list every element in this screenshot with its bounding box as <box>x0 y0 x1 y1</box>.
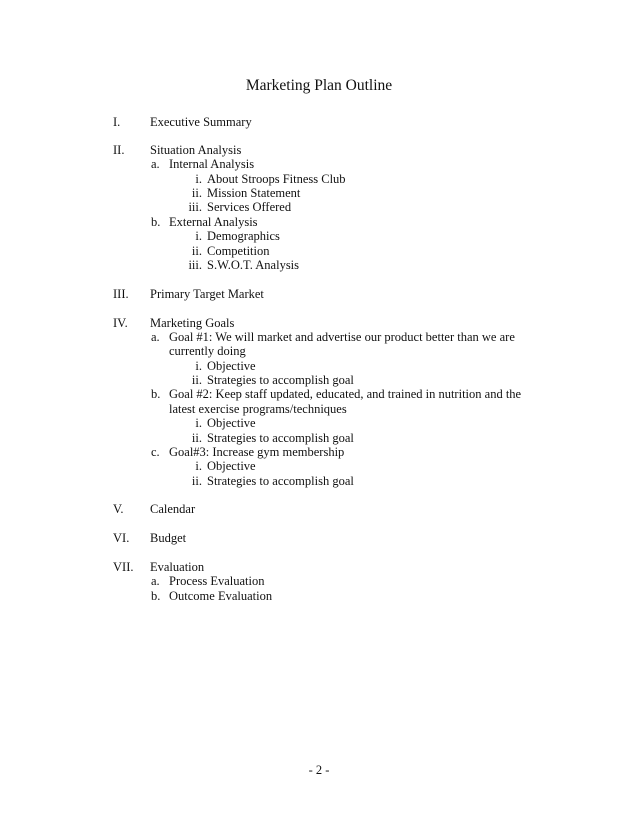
page-title: Marketing Plan Outline <box>245 77 393 94</box>
item-roman: i. <box>195 229 202 243</box>
item-roman: ii. <box>191 186 202 200</box>
item-label: Objective <box>207 359 256 373</box>
subsection-label: Goal #1: We will market and advertise our product better than we are <box>169 330 515 344</box>
section-label: Primary Target Market <box>150 287 264 301</box>
subsection-letter: c. <box>151 445 160 459</box>
subsection-label: Process Evaluation <box>169 574 265 588</box>
item-roman: i. <box>195 359 202 373</box>
page-number: - 2 - <box>308 763 330 777</box>
subsection-letter: a. <box>151 330 160 344</box>
subsection-label: Goal#3: Increase gym membership <box>169 445 345 459</box>
item-roman: iii. <box>188 200 202 214</box>
section-numeral: I. <box>113 115 121 129</box>
subsection-label: External Analysis <box>169 215 258 229</box>
subsection-letter: b. <box>151 589 161 603</box>
subsection-letter: a. <box>151 574 160 588</box>
item-roman: i. <box>195 416 202 430</box>
section-label: Marketing Goals <box>150 316 235 330</box>
subsection-letter: b. <box>151 215 161 229</box>
item-roman: iii. <box>188 258 202 272</box>
item-label: About Stroops Fitness Club <box>207 172 346 186</box>
item-roman: ii. <box>191 474 202 488</box>
item-label: Objective <box>207 459 256 473</box>
item-label: Mission Statement <box>207 186 301 200</box>
subsection-label: Outcome Evaluation <box>169 589 273 603</box>
section-numeral: VII. <box>113 560 134 574</box>
subsection-label-continued: latest exercise programs/techniques <box>169 402 347 416</box>
section-label: Evaluation <box>150 560 205 574</box>
subsection-label: Goal #2: Keep staff updated, educated, and trained in nutrition and the <box>169 387 522 401</box>
item-label: Services Offered <box>207 200 292 214</box>
item-label: Competition <box>207 244 270 258</box>
item-roman: i. <box>195 172 202 186</box>
item-roman: i. <box>195 459 202 473</box>
section-label: Budget <box>150 531 187 545</box>
subsection-label-continued: currently doing <box>169 344 246 358</box>
item-label: Strategies to accomplish goal <box>207 431 354 445</box>
subsection-letter: a. <box>151 157 160 171</box>
item-label: Strategies to accomplish goal <box>207 373 354 387</box>
section-label: Executive Summary <box>150 115 252 129</box>
item-roman: ii. <box>191 431 202 445</box>
section-numeral: V. <box>113 502 124 516</box>
subsection-label: Internal Analysis <box>169 157 255 171</box>
section-numeral: II. <box>113 143 125 157</box>
section-label: Situation Analysis <box>150 143 242 157</box>
subsection-letter: b. <box>151 387 161 401</box>
item-roman: ii. <box>191 244 202 258</box>
section-label: Calendar <box>150 502 196 516</box>
item-roman: ii. <box>191 373 202 387</box>
item-label: Objective <box>207 416 256 430</box>
item-label: Strategies to accomplish goal <box>207 474 354 488</box>
item-label: Demographics <box>207 229 280 243</box>
section-numeral: VI. <box>113 531 130 545</box>
item-label: S.W.O.T. Analysis <box>207 258 300 272</box>
section-numeral: III. <box>113 287 129 301</box>
section-numeral: IV. <box>113 316 128 330</box>
